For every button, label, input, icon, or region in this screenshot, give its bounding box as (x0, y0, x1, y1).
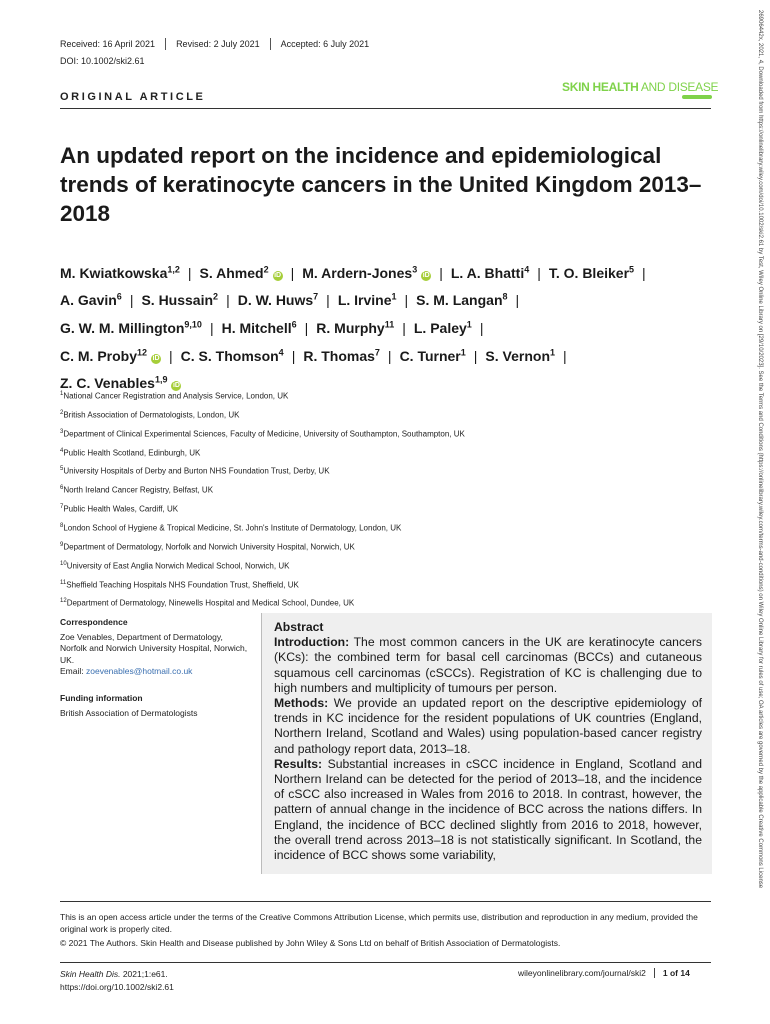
author-affiliation-marker: 1 (460, 346, 466, 357)
correspondence-heading: Correspondence (60, 617, 128, 627)
affiliation-text: University of East Anglia Norwich Medical School, Norwich, UK (66, 561, 290, 571)
affiliation-item (60, 480, 720, 499)
author-name-text: C. S. Thomson (180, 347, 279, 364)
author-affiliation-marker: 1 (391, 291, 397, 302)
affiliation-item (60, 461, 720, 480)
author-separator: | (226, 292, 230, 309)
author-name[interactable] (60, 265, 180, 281)
page-number: 1 of 14 (654, 968, 690, 978)
affiliation-item (60, 424, 720, 443)
header-divider (60, 108, 711, 109)
footer-right (518, 968, 690, 978)
citation: 2021;1:e61. (120, 969, 168, 979)
funding-heading: Funding information (60, 693, 143, 704)
author-separator: | (326, 292, 330, 309)
author-name[interactable] (416, 292, 507, 308)
affiliation-text: Public Health Scotland, Edinburgh, UK (63, 448, 201, 458)
author-name-text: R. Murphy (316, 319, 385, 336)
logo-text-bold: SKIN HEALTH (562, 80, 639, 94)
affiliation-number: 12 (60, 598, 67, 605)
author-name-text: Z. C. Venables (60, 375, 155, 392)
author-separator: | (187, 264, 192, 281)
author-name[interactable] (181, 348, 284, 364)
affiliation-item (60, 575, 720, 594)
author-name-text: H. Mitchell (221, 319, 292, 336)
affiliation-text: Department of Dermatology, Ninewells Hospital and Medical School, Dundee, UK (66, 599, 355, 609)
affiliation-text: Department of Dermatology, Norfolk and Norwich University Hospital, Norwich, UK (63, 542, 355, 552)
affiliation-text: London School of Hygiene & Tropical Medicine, St. John's Institute of Dermatology, London, UK (63, 523, 402, 533)
affiliation-number: 5 (60, 466, 64, 473)
doi[interactable]: DOI: 10.1002/ski2.61 (60, 56, 145, 66)
article-title: An updated report on the incidence and epidemiological trends of keratinocyte cancers in the United Kingdom 2013–2018 (60, 143, 702, 226)
affiliation-number: 10 (60, 560, 67, 567)
author-affiliation-marker: 4 (278, 346, 284, 357)
license-text: This is an open access article under the terms of the Creative Commons Attribution License, which permits use, distribution and reproduction in any medium, provided the original work is properly cited. (60, 912, 698, 934)
author-affiliation-marker: 8 (502, 291, 508, 302)
author-name-text: S. Hussain (141, 292, 214, 309)
orcid-icon[interactable]: iD (274, 271, 282, 279)
author-name-text: L. Paley (413, 319, 467, 336)
email-label: Email: (60, 665, 84, 676)
author-separator: | (404, 292, 409, 309)
author-name[interactable] (141, 292, 218, 308)
author-affiliation-marker: 9,10 (184, 319, 202, 330)
logo-bar (682, 95, 712, 99)
abstract-section-text: The most common cancers in the UK are keratinocyte cancers (KCs): the combined term for basal cell carcinomas (BCCs) and cutaneous squamous cell carcinomas (cSCCs). Registration of KC is challenging due to high numbers and multiplicity of tumours per person. (274, 635, 702, 695)
author-separator: | (515, 292, 520, 309)
author-affiliation-marker: 2 (263, 264, 269, 274)
affiliation-text: University Hospitals of Derby and Burton NHS Foundation Trust, Derby, UK (63, 467, 330, 477)
abstract-section-label: Methods: (274, 696, 329, 711)
author-name[interactable] (60, 320, 202, 336)
author-name[interactable] (485, 348, 555, 364)
author-name[interactable] (316, 320, 394, 336)
author-affiliation-marker: 7 (374, 346, 380, 357)
correspondence-text: Zoe Venables, Department of Dermatology, Norfolk and Norwich University Hospital, Norwich, UK. (60, 632, 248, 665)
affiliation-text: Sheffield Teaching Hospitals NHS Foundation Trust, Sheffield, UK (66, 580, 299, 590)
footer-citation (60, 968, 174, 994)
affiliation-number: 7 (60, 504, 64, 511)
author-name-text: S. Ahmed (199, 264, 264, 281)
author-separator: | (290, 264, 295, 281)
side-note-text: 26906442x, 2021, 4, Downloaded from https://onlinelibrary.wiley.com/doi/10.1002/ski2.61 by Test, Wiley Online Library on [29/10/2023]. See the Terms and Conditions (https://onlinelibrary.wiley.com/terms-and-conditions) on Wiley Online Library for rules of use; OA articles are governed by the applicable Creative Commons License (757, 10, 763, 889)
orcid-icon[interactable]: iD (172, 382, 180, 390)
affiliation-text: Public Health Wales, Cardiff, UK (63, 504, 179, 514)
author-separator: | (439, 264, 443, 281)
author-name-text: C. M. Proby (60, 347, 138, 364)
author-affiliation-marker: 1 (550, 346, 556, 357)
author-name-text: M. Kwiatkowska (60, 264, 168, 281)
affiliation-text: National Cancer Registration and Analysis Service, London, UK (63, 391, 289, 401)
affiliation-number: 2 (60, 409, 64, 416)
affiliation-text: British Association of Dermatologists, London, UK (63, 410, 240, 420)
abstract-section (274, 696, 702, 757)
author-separator: | (479, 319, 484, 336)
bottom-divider (60, 962, 711, 963)
abstract-section-label: Introduction: (274, 635, 350, 650)
author-affiliation-marker: 1 (466, 319, 472, 330)
author-affiliation-marker: 2 (213, 291, 219, 302)
funding-text: British Association of Dermatologists (60, 708, 198, 719)
author-affiliation-marker: 11 (384, 319, 395, 330)
orcid-icon[interactable]: iD (152, 354, 160, 362)
author-name[interactable] (451, 265, 529, 281)
author-name[interactable] (338, 292, 397, 308)
author-separator: | (169, 347, 173, 364)
author-list (60, 257, 720, 395)
received-date: Received: 16 April 2021 (60, 39, 156, 49)
copyright-text: © 2021 The Authors. Skin Health and Disease published by John Wiley & Sons Ltd on behalf of British Association of Dermatologists. (60, 938, 561, 948)
author-name-text: S. M. Langan (416, 292, 503, 309)
author-name[interactable] (60, 292, 122, 308)
abstract-section-label: Results: (274, 756, 323, 771)
logo-text-light: AND DISEASE (638, 80, 719, 94)
affiliation-number: 3 (60, 428, 64, 435)
author-name-text: S. Vernon (485, 347, 550, 364)
footer-divider (60, 901, 711, 902)
author-name-text: R. Thomas (303, 347, 375, 364)
author-affiliation-marker: 12 (137, 346, 148, 357)
author-name[interactable] (238, 292, 318, 308)
author-name[interactable] (60, 348, 161, 364)
author-name[interactable] (200, 265, 283, 281)
affiliation-item (60, 499, 720, 518)
author-name[interactable] (414, 320, 472, 336)
author-name-text: C. Turner (399, 347, 461, 364)
author-affiliation-marker: 5 (629, 264, 635, 274)
author-separator: | (129, 292, 134, 309)
affiliation-number: 11 (60, 579, 67, 586)
author-name-text: L. A. Bhatti (450, 264, 525, 281)
affiliations (60, 386, 720, 612)
sidebar-info (60, 617, 250, 719)
doi-url[interactable]: https://doi.org/10.1002/ski2.61 (60, 982, 174, 992)
journal-site[interactable]: wileyonlinelibrary.com/journal/ski2 (518, 968, 646, 978)
affiliation-item (60, 443, 720, 462)
email-link[interactable]: zoevenables@hotmail.co.uk (86, 665, 193, 676)
abstract-section (274, 635, 702, 696)
abstract-section-text: Substantial increases in cSCC incidence in England, Scotland and Northern Ireland can be detected for the period of 2013–18, and the incidence of cSCC also increased in Wales from 2016 to 2018. In contrast, however, the pattern of annual change in the incidence of BCC across the nations differs. In England, the incidence of BCC declined slightly from 2016 to 2018, however, the overall trend across 2013–18 is not statistically significant. In Scotland, the incidence of BCC shows some variability, (274, 756, 702, 863)
author-affiliation-marker: 6 (116, 291, 122, 302)
author-name-text: A. Gavin (60, 292, 117, 309)
author-separator: | (304, 319, 309, 336)
article-dates (60, 38, 379, 50)
affiliation-number: 9 (60, 541, 64, 548)
author-name[interactable] (549, 265, 634, 281)
author-affiliation-marker: 7 (313, 291, 319, 302)
author-separator: | (563, 347, 567, 364)
author-separator: | (387, 347, 392, 364)
journal-name: Skin Health Dis. (60, 969, 121, 979)
affiliation-text: North Ireland Cancer Registry, Belfast, UK (63, 485, 214, 495)
journal-logo (562, 80, 719, 99)
section-label: ORIGINAL ARTICLE (60, 91, 206, 103)
author-name-text: L. Irvine (337, 292, 392, 309)
author-name-text: D. W. Huws (237, 292, 314, 309)
affiliation-item (60, 537, 720, 556)
abstract-box (261, 613, 712, 874)
author-affiliation-marker: 6 (291, 319, 297, 330)
abstract-section-text: We provide an updated report on the descriptive epidemiology of trends in KC incidence for the resident populations of UK countries (England, Northern Ireland, Scotland and Wales) using population-based cancer registry and pathology report data, 2013–18. (274, 696, 702, 756)
author-separator: | (209, 319, 214, 336)
author-affiliation-marker: 1,9 (154, 374, 168, 385)
accepted-date: Accepted: 6 July 2021 (270, 38, 380, 50)
affiliation-item (60, 405, 720, 424)
author-separator: | (642, 264, 646, 281)
author-name-text: T. O. Bleiker (548, 264, 630, 281)
author-name[interactable] (400, 348, 466, 364)
abstract-heading: Abstract (274, 620, 324, 634)
author-affiliation-marker: 4 (524, 264, 530, 274)
orcid-icon[interactable]: iD (422, 271, 430, 279)
affiliation-number: 4 (60, 447, 64, 454)
author-name-text: M. Ardern-Jones (302, 264, 413, 281)
author-separator: | (473, 347, 478, 364)
affiliation-number: 1 (60, 391, 64, 397)
author-name[interactable] (302, 265, 431, 281)
affiliation-text: Department of Clinical Experimental Sciences, Faculty of Medicine, University of Southampton, Southampton, UK (63, 429, 465, 439)
affiliation-number: 6 (60, 485, 64, 492)
author-name[interactable] (303, 348, 380, 364)
abstract-section (274, 757, 702, 863)
download-side-note (751, 10, 767, 1015)
affiliation-number: 8 (60, 523, 64, 530)
revised-date: Revised: 2 July 2021 (165, 38, 270, 50)
author-name[interactable] (222, 320, 297, 336)
author-separator: | (537, 264, 541, 281)
affiliation-item (60, 386, 720, 405)
affiliation-item (60, 518, 720, 537)
affiliation-item (60, 593, 720, 612)
author-separator: | (291, 347, 296, 364)
author-name-text: G. W. M. Millington (60, 319, 185, 336)
author-separator: | (402, 319, 406, 336)
author-affiliation-marker: 3 (412, 264, 418, 274)
author-affiliation-marker: 1,2 (167, 264, 180, 274)
affiliation-item (60, 556, 720, 575)
